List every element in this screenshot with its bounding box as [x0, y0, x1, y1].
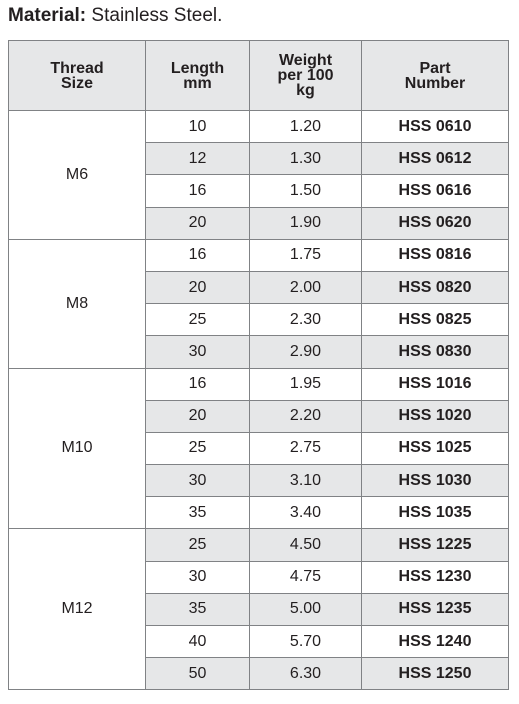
part-number-cell: HSS 0820: [362, 271, 509, 303]
part-number-cell: HSS 1025: [362, 432, 509, 464]
weight-cell: 3.40: [250, 497, 362, 529]
length-cell: 20: [146, 400, 250, 432]
weight-cell: 1.95: [250, 368, 362, 400]
part-number-cell: HSS 0612: [362, 143, 509, 175]
header-part-number: Part Number: [362, 41, 509, 111]
length-cell: 16: [146, 368, 250, 400]
part-number-cell: HSS 0830: [362, 336, 509, 368]
weight-cell: 5.00: [250, 593, 362, 625]
thread-size-cell: M6: [9, 111, 146, 240]
material-label: Material:: [8, 5, 87, 26]
table-body: [9, 111, 509, 690]
length-cell: 35: [146, 593, 250, 625]
part-number-cell: HSS 1235: [362, 593, 509, 625]
length-cell: 16: [146, 239, 250, 271]
thread-size-cell: M12: [9, 529, 146, 690]
part-number-cell: HSS 0616: [362, 175, 509, 207]
weight-cell: 2.00: [250, 271, 362, 303]
length-cell: 30: [146, 336, 250, 368]
length-cell: 35: [146, 497, 250, 529]
length-cell: 30: [146, 465, 250, 497]
length-cell: 12: [146, 143, 250, 175]
weight-cell: 2.20: [250, 400, 362, 432]
table-row: [9, 111, 509, 143]
header-weight: Weight per 100 kg: [250, 41, 362, 111]
part-number-cell: HSS 1240: [362, 626, 509, 658]
weight-cell: 2.30: [250, 304, 362, 336]
part-number-cell: HSS 0610: [362, 111, 509, 143]
length-cell: 10: [146, 111, 250, 143]
weight-cell: 1.20: [250, 111, 362, 143]
length-cell: 25: [146, 529, 250, 561]
length-cell: 16: [146, 175, 250, 207]
length-cell: 50: [146, 658, 250, 690]
table-row: [9, 239, 509, 271]
material-line: [8, 4, 222, 28]
length-cell: 20: [146, 271, 250, 303]
weight-cell: 4.75: [250, 561, 362, 593]
part-number-cell: HSS 1016: [362, 368, 509, 400]
part-number-cell: HSS 1225: [362, 529, 509, 561]
weight-cell: 1.50: [250, 175, 362, 207]
part-number-cell: HSS 1020: [362, 400, 509, 432]
length-cell: 25: [146, 432, 250, 464]
weight-cell: 5.70: [250, 626, 362, 658]
specification-table: [8, 40, 509, 690]
header-thread-size: Thread Size: [9, 41, 146, 111]
weight-cell: 4.50: [250, 529, 362, 561]
length-cell: 20: [146, 207, 250, 239]
length-cell: 40: [146, 626, 250, 658]
thread-size-cell: M8: [9, 239, 146, 368]
part-number-cell: HSS 0620: [362, 207, 509, 239]
weight-cell: 3.10: [250, 465, 362, 497]
material-value: Stainless Steel.: [91, 5, 223, 26]
length-cell: 30: [146, 561, 250, 593]
part-number-cell: HSS 1250: [362, 658, 509, 690]
table-row: [9, 529, 509, 561]
part-number-cell: HSS 1030: [362, 465, 509, 497]
weight-cell: 1.75: [250, 239, 362, 271]
header-length: Length mm: [146, 41, 250, 111]
table-row: [9, 368, 509, 400]
part-number-cell: HSS 0825: [362, 304, 509, 336]
table-header-row: [9, 41, 509, 111]
part-number-cell: HSS 1230: [362, 561, 509, 593]
part-number-cell: HSS 1035: [362, 497, 509, 529]
length-cell: 25: [146, 304, 250, 336]
thread-size-cell: M10: [9, 368, 146, 529]
weight-cell: 1.90: [250, 207, 362, 239]
weight-cell: 6.30: [250, 658, 362, 690]
weight-cell: 2.90: [250, 336, 362, 368]
weight-cell: 1.30: [250, 143, 362, 175]
weight-cell: 2.75: [250, 432, 362, 464]
part-number-cell: HSS 0816: [362, 239, 509, 271]
